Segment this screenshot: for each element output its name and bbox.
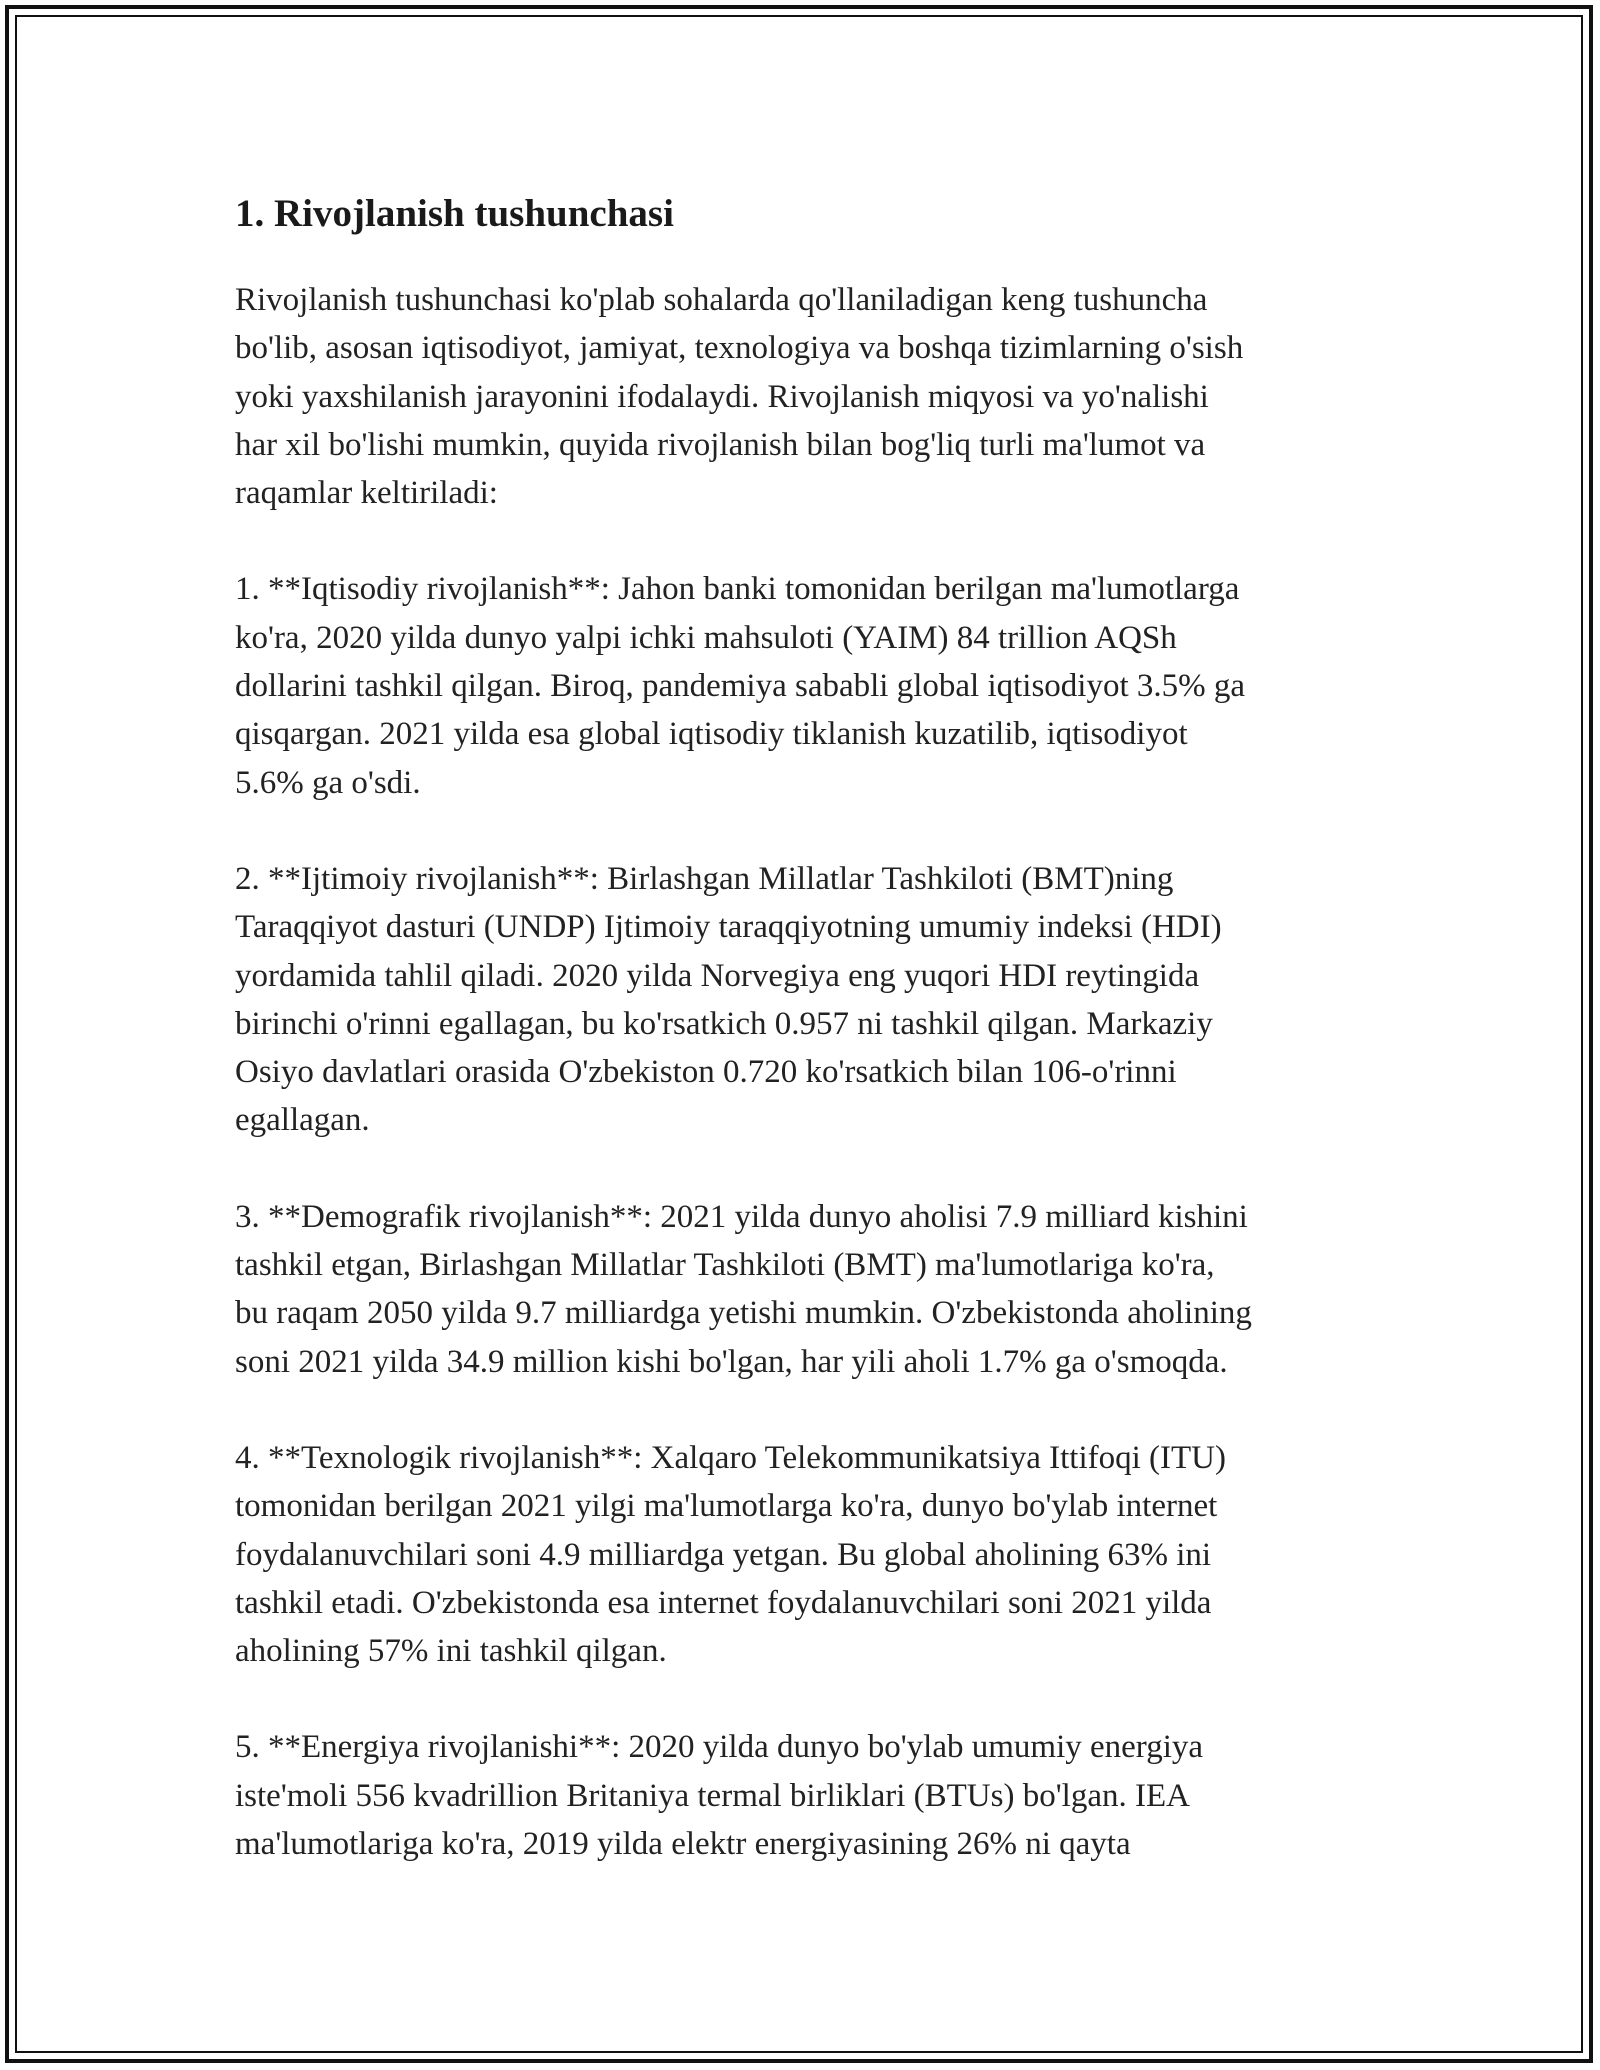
demographic-development-paragraph: 3. **Demografik rivojlanish**: 2021 yilda dunyo aholisi 7.9 milliard kishini tashkil etgan, Birlashgan Millatlar Tashkiloti (BMT) ma'lumotlariga ko'ra, bu raqam 2050 yilda 9.7 milliardga yetishi mumkin. O'zbekistonda aholining soni 2021 yilda 34.9 million kishi bo'lgan, har yili aholi 1.7% ga o'smoqda. — [235, 1198, 1252, 1380]
technological-development-paragraph: 4. **Texnologik rivojlanish**: Xalqaro Telekommunikatsiya Ittifoqi (ITU) tomonidan berilgan 2021 yilgi ma'lumotlarga ko'ra, dunyo bo'ylab internet foydalanuvchilari soni 4.9 milliardga yetgan. Bu global aholining 63% ini tashkil etadi. O'zbekistonda esa internet foydalanuvchilari soni 2021 yilda aholining 57% ini tashkil qilgan. — [235, 1439, 1226, 1670]
section-title: 1. Rivojlanish tushunchasi — [235, 192, 674, 235]
economic-development-paragraph: 1. **Iqtisodiy rivojlanish**: Jahon banki tomonidan berilgan ma'lumotlarga ko'ra, 2020 yilda dunyo yalpi ichki mahsuloti (YAIM) 84 trillion AQSh dollarini tashkil qilgan. Biroq, pandemiya sababli global iqtisodiyot 3.5% ga qisqargan. 2021 yilda esa global iqtisodiy tiklanish kuzatilib, iqtisodiyot 5.6% ga o'sdi. — [235, 571, 1246, 801]
energy-development-paragraph: 5. **Energiya rivojlanishi**: 2020 yilda dunyo bo'ylab umumiy energiya iste'moli 556 kvadrillion Britaniya termal birliklari (BTUs) bo'lgan. IEA ma'lumotlariga ko'ra, 2019 yilda elektr energiyasining 26% ni qayta — [235, 1729, 1204, 1863]
social-development-paragraph: 2. **Ijtimoiy rivojlanish**: Birlashgan Millatlar Tashkiloti (BMT)ning Taraqqiyot dasturi (UNDP) Ijtimoiy taraqqiyotning umumiy indeksi (HDI) yordamida tahlil qiladi. 2020 yilda Norvegiya eng yuqori HDI reytingida birinchi o'rinni egallagan, bu ko'rsatkich 0.957 ni tashkil qilgan. Markaziy Osiyo davlatlari orasida O'zbekiston 0.720 ko'rsatkich bilan 106-o'rinni egallagan. — [235, 860, 1222, 1139]
document-body — [235, 185, 1380, 1916]
intro-paragraph: Rivojlanish tushunchasi ko'plab sohalarda qo'llaniladigan keng tushuncha bo'lib, asosan iqtisodiyot, jamiyat, texnologiya va boshqa tizimlarning o'sish yoki yaxshilanish jarayonini ifodalaydi. Rivojlanish miqyosi va yo'nalishi har xil bo'lishi mumkin, quyida rivojlanish bilan bog'liq turli ma'lumot va raqamlar keltiriladi: — [235, 282, 1244, 512]
